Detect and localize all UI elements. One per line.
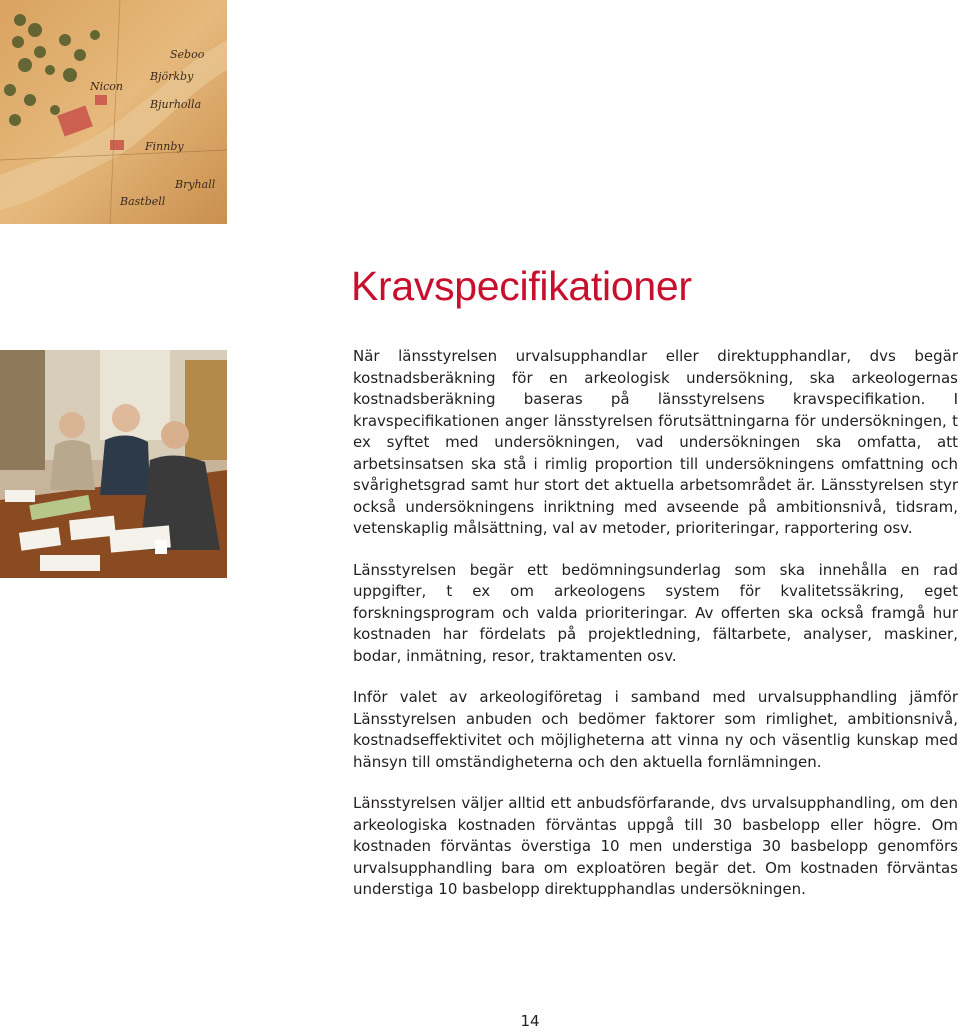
paragraph: Länsstyrelsen begär ett bedömningsunderlag som ska innehålla en rad uppgifter, t ex om arkeologens system för kvalitetssäkring, eget forskningsprogram och valda prioriteringar. Av offerten ska också framgå hur kostnaden har fördelats på projektledning, fältarbete, analyser, maskiner, bodar, inmätning, resor, traktamenten osv. — [353, 560, 958, 665]
map-label: Bastbell — [120, 195, 166, 208]
page-number: 14 — [520, 1012, 540, 1030]
map-label: Nicon — [90, 80, 124, 93]
page-title: Kravspecifikationer — [351, 263, 692, 309]
map-label: Bryhall — [175, 178, 216, 191]
map-label: Björkby — [150, 70, 194, 83]
paragraph: Länsstyrelsen väljer alltid ett anbudsförfarande, dvs urvalsupphandling, om den arkeologiska kostnaden förväntas uppgå till 30 basbelopp eller högre. Om kostnaden förväntas överstiga 10 men understiga 30 basbelopp genomförs urvalsupphandling bara om exploatören begär det. Om kostnaden förväntas understiga 10 basbelopp direktupphandlas undersökningen. — [353, 794, 958, 898]
paragraph: Inför valet av arkeologiföretag i samband med urvalsupphandling jämför Länsstyrelsen anbuden och bedömer faktorer som rimlighet, ambitionsnivå, kostnadseffektivitet och möjligheterna att vinna ny och väsentlig kunskap med hänsyn till omständigheterna och den aktuella fornlämningen. — [353, 688, 958, 771]
paragraph: När länsstyrelsen urvalsupphandlar eller direktupphandlar, dvs begär kostnadsberäkning för en arkeologisk undersökning, ska arkeologernas kostnadsberäkning baseras på länsstyrelsens kravspecifikation. I kravspecifikationen anger länsstyrelsen förutsättningarna för undersökningen, t ex syftet med undersökningen, vad undersökningen ska omfatta, att arbetsinsatsen ska stå i rimlig proportion till undersökningens omfattning och svårighetsgrad samt hur stort det aktuella arbetsområdet är. Länsstyrelsen styr också undersökningens inriktning med avseende på ambitionsnivå, tidsram, vetenskaplig målsättning, val av metoder, prioriteringar, rapportering osv. — [353, 347, 958, 537]
map-label: Seboo — [170, 48, 205, 61]
map-label: Bjurholla — [150, 98, 202, 111]
historical-map-image — [0, 0, 227, 224]
meeting-photo — [0, 350, 227, 578]
map-label: Finnby — [145, 140, 184, 153]
article-body — [353, 346, 958, 921]
